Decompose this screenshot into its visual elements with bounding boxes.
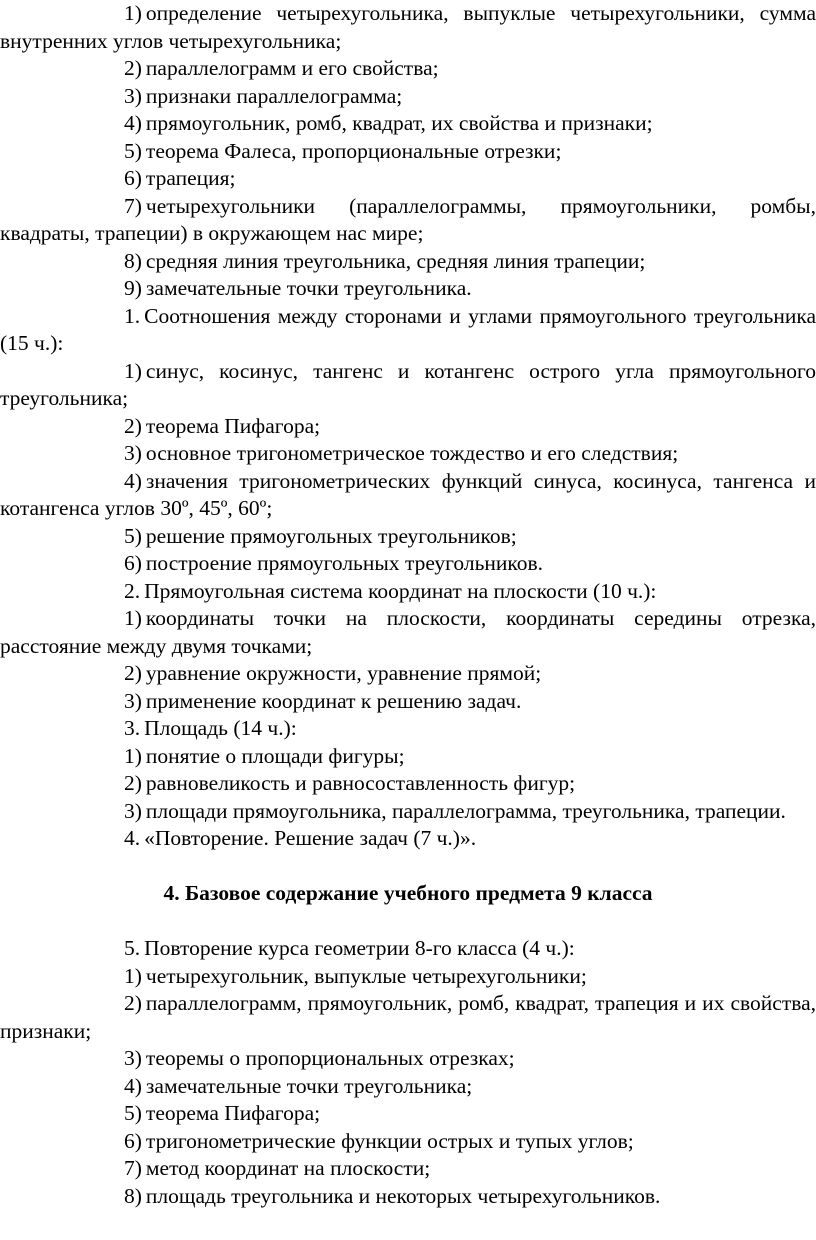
item-marker: 6) [124,166,142,190]
item-text: координаты точки на плоскости, координаты середины отрезка, расстояние между двумя точками; [0,606,816,658]
item-marker: 8) [124,248,142,273]
item-marker: 1) [124,963,142,988]
item-text: четырехугольники (параллелограммы, прямоугольники, ромбы, квадраты, трапеции) в окружающем нас мире; [0,193,816,245]
item-marker: 7) [124,193,142,218]
item-marker: 2) [124,661,142,685]
item-text: трапеция; [145,166,236,190]
list-item [0,550,816,578]
item-text: тригонометрические функции острых и тупых углов; [145,1128,634,1153]
list-item [0,770,816,798]
item-text: понятие о площади фигуры; [145,743,405,768]
item-marker: 1) [124,606,142,630]
item-text: решение прямоугольных треугольников; [145,523,517,548]
list-item [0,275,816,303]
topic-heading [0,825,816,853]
list-item [0,1183,816,1211]
list-item [0,440,816,468]
item-text: метод координат на плоскости; [145,1156,431,1180]
item-text: площадь треугольника и некоторых четырехугольников. [145,1183,661,1208]
list-item [0,1073,816,1101]
list-item [0,413,816,441]
topic-text: Площадь (14 ч.): [144,716,297,740]
list-item [0,83,816,111]
item-marker: 3) [124,441,142,465]
item-text: замечательные точки треугольника. [145,276,472,300]
topic-heading [0,303,816,358]
list-item [0,963,816,991]
list-item [0,165,816,193]
item-marker: 4) [124,1073,142,1098]
item-marker: 2) [124,771,142,795]
item-marker: 5) [124,1101,142,1125]
topic-marker: 1. [124,303,141,328]
item-marker: 3) [124,798,142,823]
item-text: теорема Фалеса, пропорциональные отрезки; [145,138,562,163]
list-item [0,1100,816,1128]
list-item [0,1045,816,1073]
list-item [0,193,816,248]
item-text: значения тригонометрических функций синуса, косинуса, тангенса и котангенса углов 30º, 45º, 60º; [0,468,816,520]
list-item [0,110,816,138]
item-marker: 4) [124,111,142,135]
section-heading: 4. Базовое содержание учебного предмета 9 класса [163,881,653,905]
list-item [0,605,816,660]
topic-heading [0,935,816,963]
list-item [0,523,816,551]
item-marker: 6) [124,1128,142,1153]
item-marker: 1) [124,1,142,25]
item-marker: 1) [124,743,142,768]
item-text: синус, косинус, тангенс и котангенс острого угла прямоугольного треугольника; [0,358,816,410]
item-marker: 9) [124,276,142,300]
item-marker: 3) [124,1046,142,1070]
topic-text: Повторение курса геометрии 8-го класса (4 ч.): [144,936,575,960]
item-marker: 2) [124,991,142,1015]
list-item [0,688,816,716]
item-text: равновеликость и равносоставленность фигур; [145,771,576,795]
list-item [0,0,816,55]
item-marker: 3) [124,83,142,108]
list-item [0,990,816,1045]
item-text: основное тригонометрическое тождество и его следствия; [145,441,679,465]
topic-marker: 4. [124,826,141,850]
list-item [0,138,816,166]
topic-text: Соотношения между сторонами и углами прямоугольного треугольника (15 ч.): [0,303,816,355]
list-item [0,660,816,688]
item-marker: 5) [124,523,142,548]
item-marker: 4) [124,468,142,493]
item-text: признаки параллелограмма; [145,83,403,108]
item-text: параллелограмм и его свойства; [145,56,439,80]
list-item [0,468,816,523]
item-text: применение координат к решению задач. [145,688,522,713]
item-text: параллелограмм, прямоугольник, ромб, квадрат, трапеция и их свойства, признаки; [0,991,816,1043]
list-item [0,1128,816,1156]
topic-marker: 2. [124,578,141,603]
item-marker: 8) [124,1183,142,1208]
list-item [0,743,816,771]
item-marker: 2) [124,56,142,80]
list-item [0,798,816,826]
item-text: теорема Пифагора; [145,413,321,438]
spacer [0,908,816,936]
item-text: замечательные точки треугольника; [145,1073,473,1098]
item-text: теоремы о пропорциональных отрезках; [145,1046,515,1070]
list-item [0,248,816,276]
item-text: средняя линия треугольника, средняя линия трапеции; [145,248,646,273]
item-marker: 6) [124,551,142,575]
item-marker: 5) [124,138,142,163]
item-text: прямоугольник, ромб, квадрат, их свойства и признаки; [145,111,653,135]
topic-marker: 3. [124,716,141,740]
item-marker: 3) [124,688,142,713]
item-text: теорема Пифагора; [145,1101,321,1125]
topic-heading [0,578,816,606]
item-marker: 7) [124,1156,142,1180]
item-marker: 1) [124,358,142,383]
item-text: площади прямоугольника, параллелограмма, треугольника, трапеции. [145,798,786,823]
list-item [0,55,816,83]
topic-marker: 5. [124,936,141,960]
topic-heading [0,715,816,743]
item-text: построение прямоугольных треугольников. [145,551,544,575]
item-text: уравнение окружности, уравнение прямой; [145,661,542,685]
item-marker: 2) [124,413,142,438]
topic-text: «Повторение. Решение задач (7 ч.)». [144,826,477,850]
item-text: определение четырехугольника, выпуклые четырехугольники, сумма внутренних углов четырехугольника; [0,1,816,53]
spacer [0,853,816,881]
list-item [0,1155,816,1183]
topic-text: Прямоугольная система координат на плоскости (10 ч.): [144,578,657,603]
list-item [0,358,816,413]
item-text: четырехугольник, выпуклые четырехугольники; [145,963,587,988]
